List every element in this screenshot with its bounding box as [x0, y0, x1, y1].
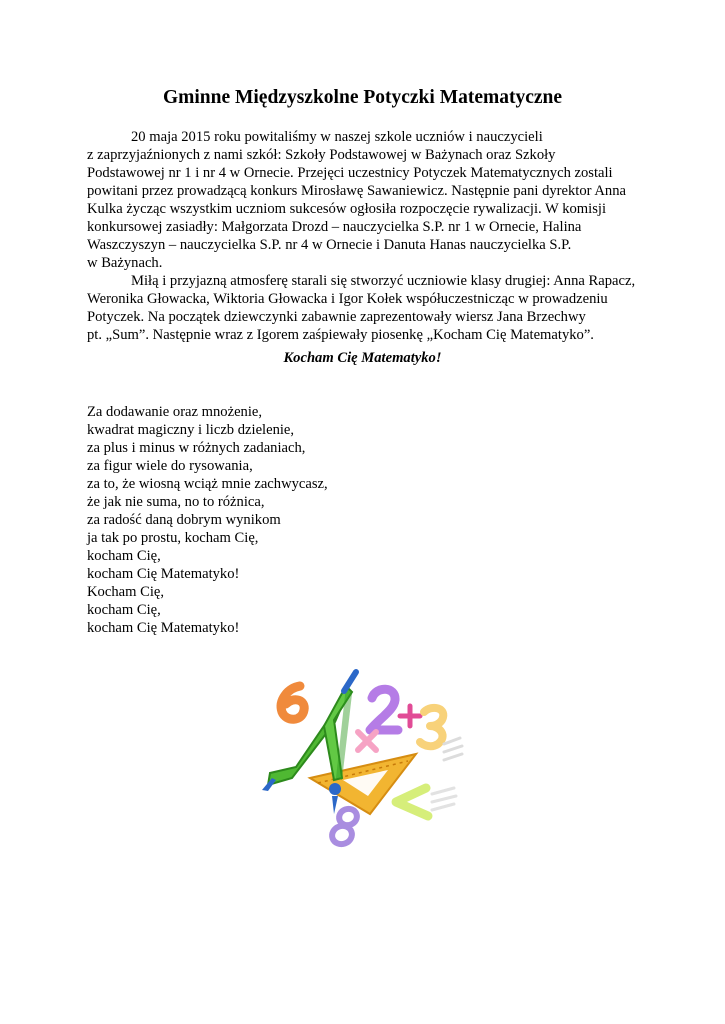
- poem-line: Za dodawanie oraz mnożenie,: [87, 404, 263, 420]
- poem-line: za figur wiele do rysowania,: [87, 458, 253, 474]
- paragraph-line: 20 maja 2015 roku powitaliśmy w naszej szkole uczniów i nauczycieli: [131, 129, 543, 145]
- poem-line: kocham Cię Matematyko!: [87, 620, 240, 636]
- digit-three-icon: [420, 708, 443, 746]
- paragraph-line: Kulka życząc wszystkim uczniom sukcesów ogłosiła rozpoczęcie rywalizacji. W komisji: [87, 201, 606, 217]
- poem-line: kwadrat magiczny i liczb dzielenie,: [87, 422, 295, 438]
- poem-line: że jak nie suma, no to różnica,: [87, 494, 265, 510]
- paragraph-line: Weronika Głowacka, Wiktoria Głowacka i Igor Kołek współuczestnicząc w prowadzeniu: [87, 291, 608, 307]
- less-than-sign-icon: [396, 788, 428, 816]
- paragraph-line: z zaprzyjaźnionych z nami szkół: Szkoły Podstawowej w Bażynach oraz Szkoły: [87, 147, 556, 163]
- multiply-sign-icon: [358, 732, 376, 750]
- paragraph-line: pt. „Sum”. Następnie wraz z Igorem zaśpiewały piosenkę „Kocham Cię Matematyko”.: [87, 327, 594, 343]
- poem-line: kocham Cię,: [87, 548, 161, 564]
- paragraph-line: w Bażynach.: [87, 255, 163, 271]
- song-title: Kocham Cię Matematyko!: [283, 350, 442, 366]
- plus-sign-icon: [400, 706, 420, 726]
- paragraph-line: Potyczek. Na początek dziewczynki zabawnie zaprezentowały wiersz Jana Brzechwy: [87, 309, 586, 325]
- poem-line: kocham Cię Matematyko!: [87, 566, 240, 582]
- poem-line: za to, że wiosną wciąż mnie zachwycasz,: [87, 476, 328, 492]
- poem-line: za plus i minus w różnych zadaniach,: [87, 440, 306, 456]
- poem-line: za radość daną dobrym wynikom: [87, 512, 281, 528]
- poem-line: Kocham Cię,: [87, 584, 165, 600]
- paragraph-line: Podstawowej nr 1 i nr 4 w Ornecie. Przejęci uczestnicy Potyczek Matematycznych zostali: [87, 165, 613, 181]
- poem-line: ja tak po prostu, kocham Cię,: [87, 530, 259, 546]
- paragraph-line: Miłą i przyjazną atmosferę starali się stworzyć uczniowie klasy drugiej: Anna Rapacz,: [131, 273, 636, 289]
- poem-line: kocham Cię,: [87, 602, 161, 618]
- math-clipart-illustration: [248, 660, 478, 855]
- digit-two-icon: [370, 689, 398, 730]
- paragraph-line: powitani przez prowadzącą konkurs Mirosławę Sawaniewicz. Następnie pani dyrektor Anna: [87, 183, 626, 199]
- paragraph-line: Waszczyszyn – nauczycielka S.P. nr 4 w Ornecie i Danuta Hanas nauczycielka S.P.: [87, 237, 572, 253]
- digit-six-icon: [281, 686, 304, 719]
- paragraph-line: konkursowej zasiadły: Małgorzata Drozd – nauczycielka S.P. nr 1 w Ornecie, Halina: [87, 219, 582, 235]
- page-title: Gminne Międzyszkolne Potyczki Matematyczne: [162, 87, 563, 108]
